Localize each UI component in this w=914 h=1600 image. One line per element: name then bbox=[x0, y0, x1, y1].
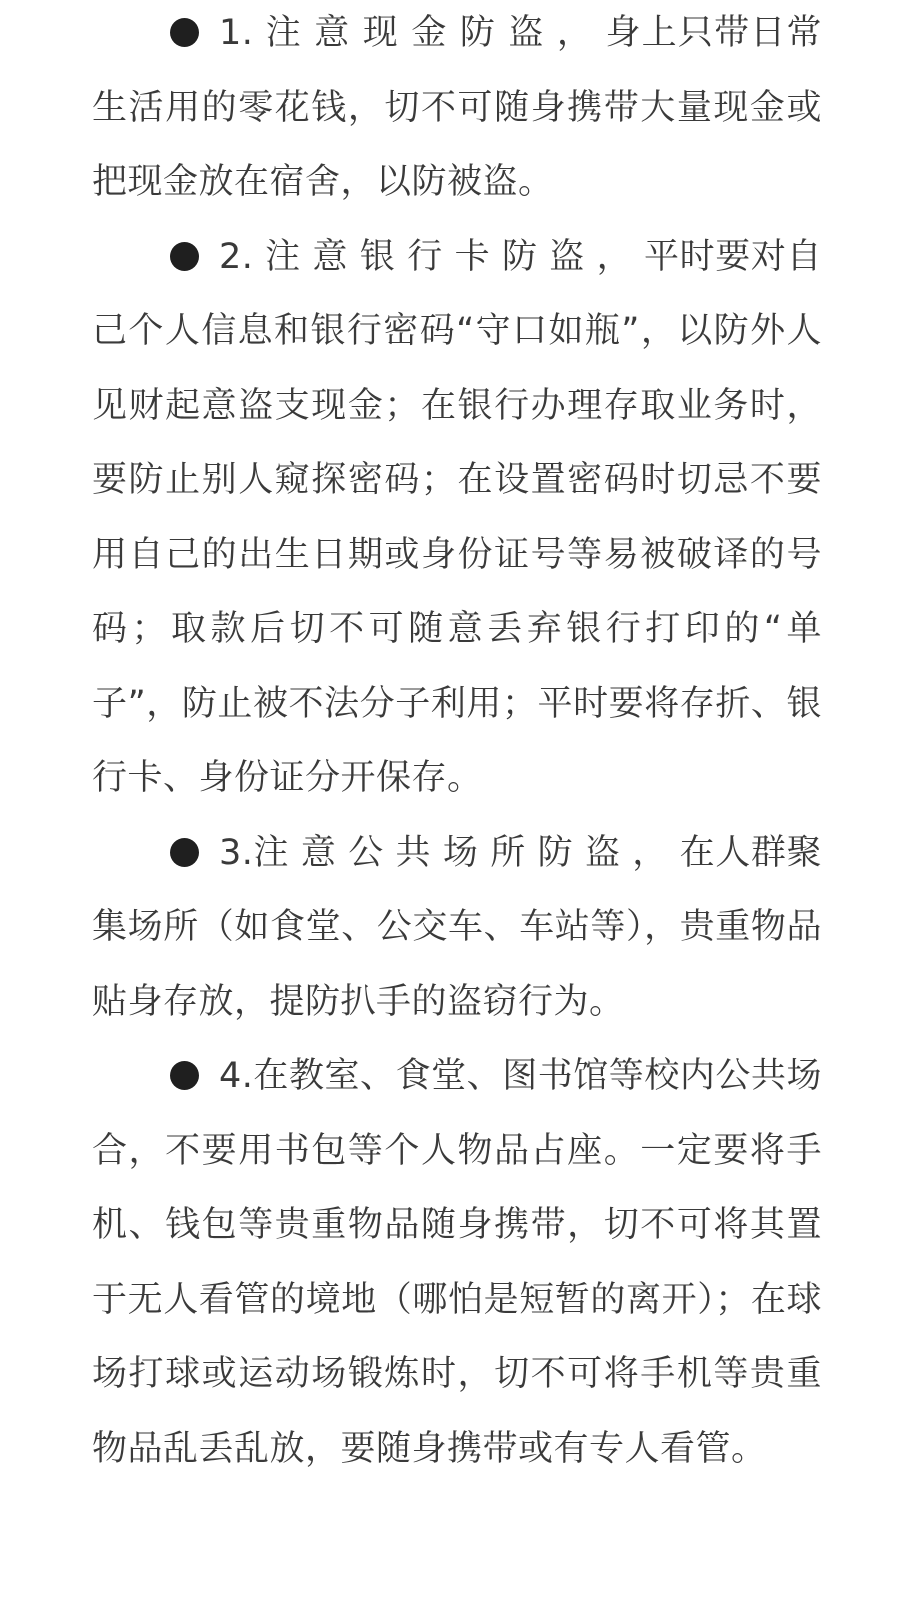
paragraph-campus-belongings bbox=[92, 1039, 822, 1486]
paragraph-text: 4.在教室、食堂、图书馆等校内公共场合，不要用书包等个人物品占座。一定要将手机、钱包等贵重物品随身携带，切不可将其置于无人看管的境地（哪怕是短暂的离开）；在球场打球或运动场锻炼时，切不可将手机等贵重物品乱丢乱放，要随身携带或有专人看管。 bbox=[92, 1056, 822, 1469]
paragraph-text: 1. 注 意 现 金 防 盗 ， 身上只带日常生活用的零花钱，切不可随身携带大量现金或把现金放在宿舍，以防被盗。 bbox=[92, 13, 822, 202]
bullet-icon bbox=[170, 242, 199, 271]
paragraph-bank-card-theft bbox=[92, 220, 822, 816]
bullet-icon bbox=[170, 838, 199, 867]
bullet-icon bbox=[170, 1061, 199, 1090]
bullet-icon bbox=[170, 18, 199, 47]
paragraph-public-place-theft bbox=[92, 816, 822, 1040]
paragraph-text: 3.注 意 公 共 场 所 防 盗 ， 在人群聚集场所（如食堂、公交车、车站等），贵重物品贴身存放，提防扒手的盗窃行为。 bbox=[92, 832, 822, 1022]
paragraph-cash-theft bbox=[92, 0, 822, 220]
paragraph-text: 2. 注 意 银 行 卡 防 盗 ， 平时要对自己个人信息和银行密码“守口如瓶”，以防外人见财起意盗支现金；在银行办理存取业务时，要防止别人窥探密码；在设置密码时切忌不要用自己的出生日期或身份证号等易被破译的号码；取款后切不可随意丢弃银行打印的“单子”，防止被不法分子利用；平时要将存折、银行卡、身份证分开保存。 bbox=[92, 236, 822, 798]
